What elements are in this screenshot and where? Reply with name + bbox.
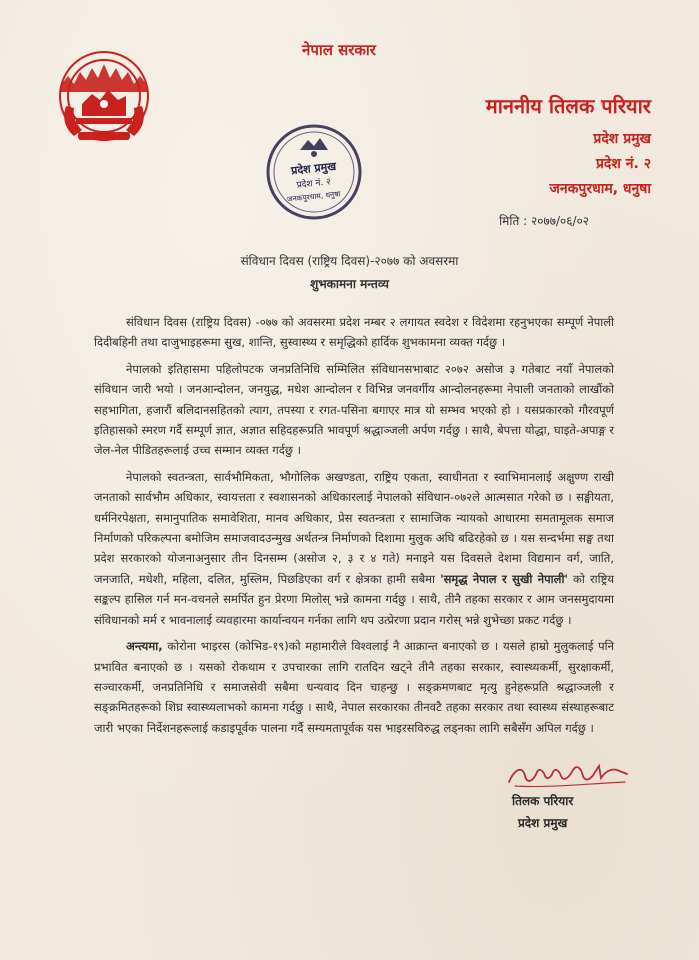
paragraph-4-text: कोरोना भाइरस (कोभिड-१९)को महामारीले विश्वलाई नै आक्रान्त बनाएको छ । यसले हाम्रो मुलुकलाई पनि प्रभावित बनाएको छ । यसको रोकथाम र उपचारका लागि रातदिन खट्ने तीनै तहका सरकार, स्वास्थ्यकर्मी, सुरक्षाकर्मी, सञ्चारकर्मी, जनप्रतिनिधि र समाजसेवी सबैमा धन्यवाद दिन चाहन्छु । सङ्क्रमणबाट मृत्यु हुनेहरूप्रति श्रद्धाञ्जली र सङ्क्रमितहरूको शिघ्र स्वास्थ्यलाभको कामना गर्दछु । साथै, नेपाल सरकारका तीनवटै तहका सरकार तथा स्वास्थ्य संस्थाहरूबाट जारी भएका निर्देशनहरूलाई कडाइपूर्वक पालना गर्दै सम्यमतापूर्वक यस भाइरसविरुद्ध लड्नका लागि सबैसँग अपिल गर्दछु ।: [94, 639, 614, 735]
closing-lead: अन्त्यमा,: [126, 639, 163, 654]
official-location: जनकपुरधाम, धनुषा: [549, 181, 651, 197]
letter-body: [94, 312, 614, 744]
signatory-name: तिलक परियार: [512, 794, 574, 808]
stamp-line-2: प्रदेश नं. २: [296, 177, 332, 191]
letter-date: मिति : २०७७/०६/०२: [499, 214, 589, 228]
signature-icon: [505, 758, 635, 792]
stamp-line-3: जनकपुरधाम, धनुषा: [286, 189, 341, 204]
signatory-title: प्रदेश प्रमुख: [517, 816, 568, 830]
subject-block: [0, 252, 699, 292]
official-name: माननीय तिलक परियार: [485, 94, 651, 118]
subject-line: संविधान दिवस (राष्ट्रिय दिवस)-२०७७ को अवसरमा: [240, 254, 459, 268]
office-stamp-icon: [262, 120, 366, 224]
slogan-text: 'समृद्ध नेपाल र सुखी नेपाली': [440, 571, 568, 586]
subject-heading: शुभकामना मन्तव्य: [310, 277, 389, 291]
official-designation: प्रदेश प्रमुख: [593, 131, 651, 147]
paragraph-4: [94, 636, 614, 738]
paragraph-3-part-1: नेपालको स्वतन्त्रता, सार्वभौमिकता, भौगोलिक अखण्डता, राष्ट्रिय एकता, स्वाधीनता र स्वाभिमानलाई अक्षुण्ण राखी जनताको सार्वभौम अधिकार, स्वायत्तता र स्वशासनको अधिकारलाई नेपालको संविधान-०७२ले आत्मसात गरेको छ । सङ्घीयता, धर्मनिरपेक्षता, समानुपातिक समावेशिता, मानव अधिकार, प्रेस स्वतन्त्रता र सामाजिक न्यायको आधारमा समतामूलक समाज निर्माणको परिकल्पना बमोजिम समाजवादउन्मुख अर्थतन्त्र निर्माणको दिशामा मुलुक अघि बढिरहेको छ । यस सन्दर्भमा सङ्घ तथा प्रदेश सरकारको योजनाअनुसार तीन दिनसम्म (असोज २, ३ र ४ गते) मनाइने यस दिवसले देशमा विद्यमान वर्ग, जाति, जनजाति, मधेशी, महिला, दलित, मुस्लिम, पिछडिएका वर्ग र क्षेत्रका हामी सबैमा: [94, 469, 614, 586]
government-title: नेपाल सरकार: [302, 41, 376, 59]
letterhead-right: [431, 92, 651, 204]
nepal-emblem-icon: [52, 46, 156, 150]
stamp-line-1: प्रदेश प्रमुख: [290, 159, 337, 178]
signatory-block: [512, 792, 573, 836]
paragraph-3-part-2: को राष्ट्रिय सङ्कल्प हासिल गर्न मन-वचनले समर्पित हुन प्रेरणा मिलोस् भन्ने कामना गर्दछु । साथै, तीनै तहका सरकार र आम जनसमुदायमा संविधानको मर्म र भावनालाई व्यवहारमा कार्यान्वयन गर्नका लागि थप उत्प्रेरणा प्रदान गरोस् भन्ने शुभेच्छा प्रकट गर्दछु ।: [94, 571, 615, 627]
paragraph-1: संविधान दिवस (राष्ट्रिय दिवस) -०७७ को अवसरमा प्रदेश नम्बर २ लगायत स्वदेश र विदेशमा रहनुभएका सम्पूर्ण नेपाली दिदीबहिनी तथा दाजुभाइहरूमा सुख, शान्ति, सुस्वास्थ्य र समृद्धिको हार्दिक शुभकामना व्यक्त गर्दछु ।: [94, 315, 614, 350]
paragraph-2: नेपालको इतिहासमा पहिलोपटक जनप्रतिनिधि सम्मिलित संविधानसभाबाट २०७२ असोज ३ गतेबाट नयाँ नेपालको संविधान जारी भयो । जनआन्दोलन, जनयुद्ध, मधेश आन्दोलन र विभिन्न जनवर्गीय आन्दोलनहरूमा नेपाली जनताको लाखौंको सहभागिता, हजारौं बलिदानसहितको त्याग, तपस्या र रगत-पसिना बगाएर मात्र यो सम्भव भएको हो । यसप्रकारको गौरवपूर्ण इतिहासको स्मरण गर्दै सम्पूर्ण ज्ञात, अज्ञात सहिदहरूप्रति भावपूर्ण श्रद्धाञ्जली अर्पण गर्दछु । साथै, बेपत्ता योद्धा, घाइते-अपाङ्ग र जेल-नेल पीडितहरूलाई उच्च सम्मान व्यक्त गर्दछु ।: [94, 361, 614, 458]
official-province: प्रदेश नं. २: [595, 156, 651, 172]
paragraph-3: [94, 467, 614, 630]
